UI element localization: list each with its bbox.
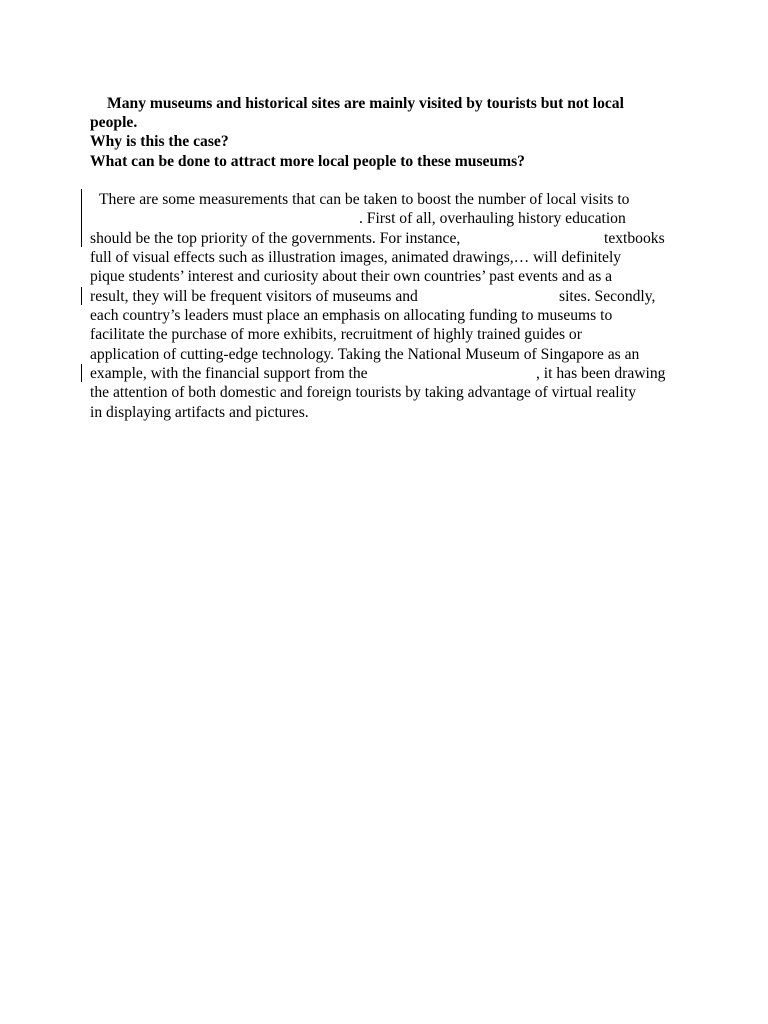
essay-line: should be the top priority of the governments. For instance, bbox=[90, 230, 461, 247]
essay-line: . First of all, overhauling history education bbox=[359, 210, 626, 227]
essay-line: the attention of both domestic and foreign tourists by taking advantage of virtual reality bbox=[90, 384, 637, 401]
essay-line: facilitate the purchase of more exhibits, recruitment of highly trained guides or bbox=[90, 326, 582, 343]
essay-line: , it has been drawing bbox=[536, 365, 666, 382]
prompt-line-2: people. bbox=[90, 114, 138, 131]
essay-line: sites. Secondly, bbox=[559, 288, 656, 305]
prompt-question-2: What can be done to attract more local people to these museums? bbox=[90, 153, 525, 170]
revision-change-bar bbox=[81, 189, 82, 247]
prompt-line-1: Many museums and historical sites are mainly visited by tourists but not local bbox=[107, 95, 624, 112]
revision-change-bar bbox=[81, 287, 82, 305]
essay-line: textbooks bbox=[604, 230, 665, 247]
essay-line: pique students’ interest and curiosity about their own countries’ past events and as a bbox=[90, 268, 613, 285]
essay-line: full of visual effects such as illustration images, animated drawings,… will definitely bbox=[90, 249, 622, 266]
revision-change-bar bbox=[81, 364, 82, 382]
essay-line: in displaying artifacts and pictures. bbox=[90, 404, 309, 421]
essay-line: application of cutting-edge technology. Taking the National Museum of Singapore as an bbox=[90, 346, 640, 363]
essay-line: example, with the financial support from the bbox=[90, 365, 368, 382]
essay-line: each country’s leaders must place an emphasis on allocating funding to museums to bbox=[90, 307, 613, 324]
prompt-question-1: Why is this the case? bbox=[90, 133, 229, 150]
essay-line: result, they will be frequent visitors of museums and bbox=[90, 288, 418, 305]
essay-line: There are some measurements that can be taken to boost the number of local visits to bbox=[99, 191, 630, 208]
